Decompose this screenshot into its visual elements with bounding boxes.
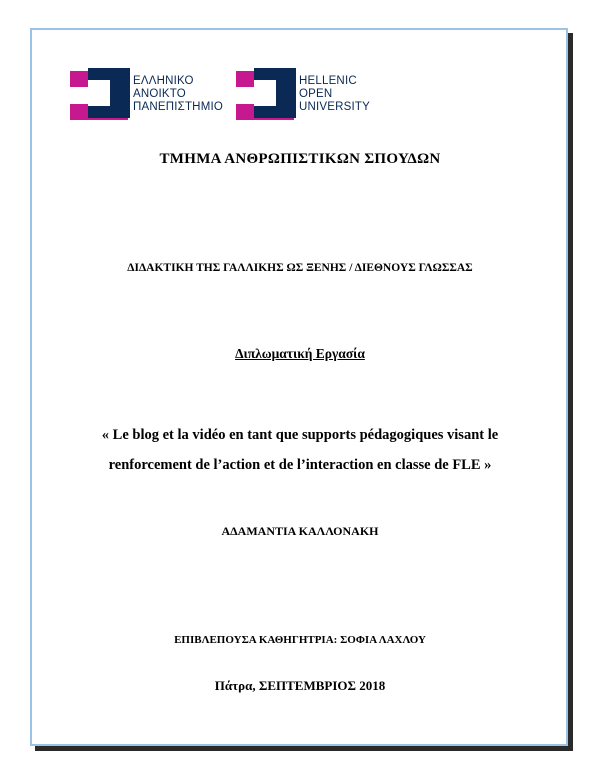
- hou-emblem-icon: [70, 68, 130, 124]
- hou-logo-greek: [70, 68, 235, 124]
- logo-english-line2: OPEN: [299, 88, 333, 100]
- supervisor-line: ΕΠΙΒΛΕΠΟΥΣΑ ΚΑΘΗΓΗΤΡΙΑ: ΣΟΦΙΑ ΛΑΧΛΟΥ: [174, 634, 426, 646]
- logo-greek-line1: ΕΛΛΗΝΙΚΟ: [133, 75, 194, 87]
- author-name: ΑΔΑΜΑΝΤΙΑ ΚΑΛΛΟΝΑΚΗ: [221, 524, 379, 538]
- university-logos: [70, 68, 400, 124]
- thesis-title: « Le blog et la vidéo en tant que supports pédagogiques visant le renforcement de l’action et de l’interaction en classe de FLE »: [101, 427, 499, 473]
- logo-greek-line3: ΠΑΝΕΠΙΣΤΗΜΙΟ: [133, 101, 224, 113]
- thesis-type-label: Διπλωματική Εργασία: [235, 346, 365, 361]
- logo-greek-line2: ΑΝΟΙΚΤΟ: [133, 88, 186, 100]
- hou-logo-english: [236, 68, 406, 124]
- hou-emblem-icon: [236, 68, 296, 124]
- logo-english-line3: UNIVERSITY: [299, 101, 371, 113]
- logo-english-line1: HELLENIC: [299, 75, 357, 87]
- subject-heading: ΔΙΔΑΚΤΙΚΗ ΤΗΣ ΓΑΛΛΙΚΗΣ ΩΣ ΞΕΝΗΣ / ΔΙΕΘΝΟΥΣ ΓΛΩΣΣΑΣ: [127, 262, 473, 274]
- logo-text-greek: [133, 75, 223, 114]
- department-heading: ΤΜΗΜΑ ΑΝΘΡΩΠΙΣΤΙΚΩΝ ΣΠΟΥΔΩΝ: [159, 151, 441, 167]
- logo-text-english: [299, 75, 370, 114]
- place-date-line: Πάτρα, ΣΕΠΤΕΜΒΡΙΟΣ 2018: [214, 678, 386, 693]
